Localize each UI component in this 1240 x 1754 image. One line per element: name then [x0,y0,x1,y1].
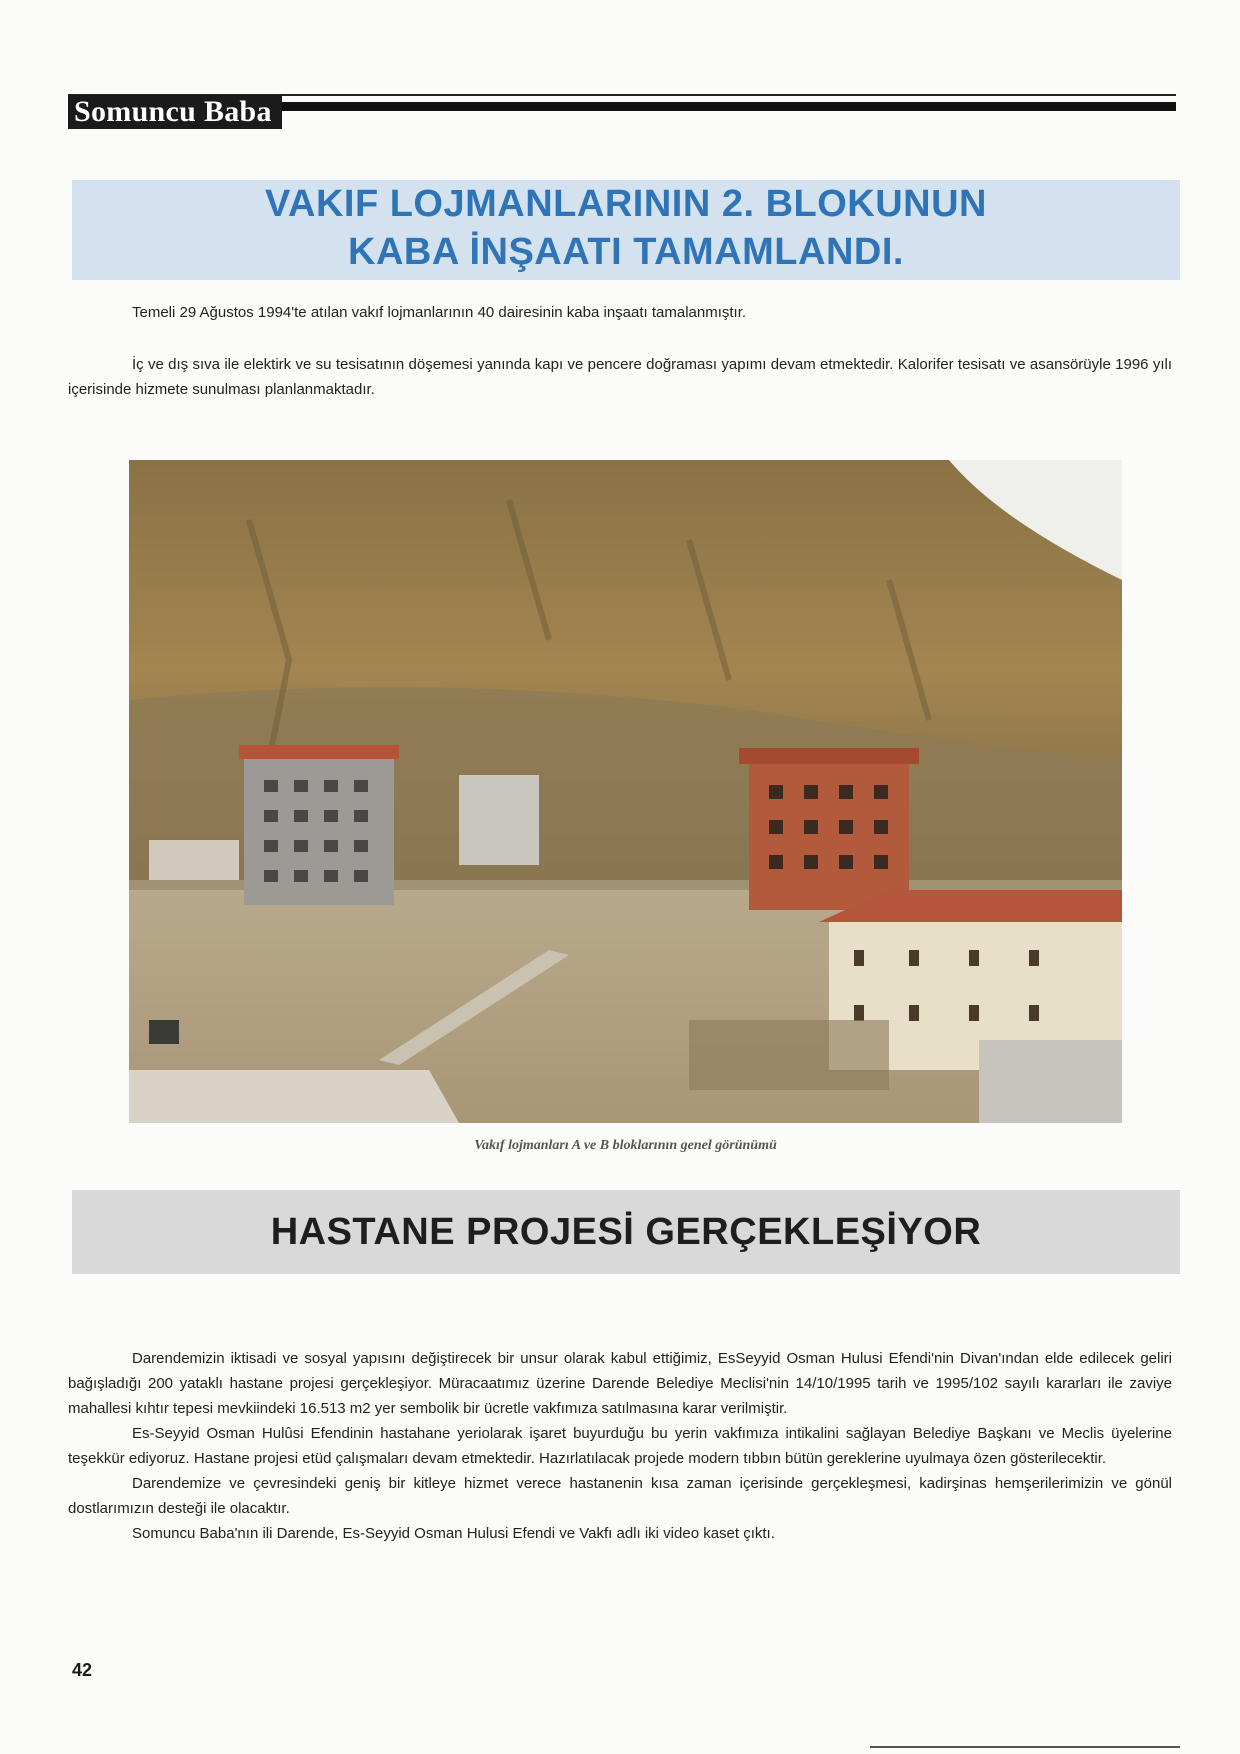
article2-paragraph-3: Darendemize ve çevresindeki geniş bir kitleye hizmet verece hastanenin kısa zaman içerisinde gerçekleşmesi, kadirşinas hemşerilerimizin ve gönül dostlarımızın desteği ile olacaktır. [68,1475,1172,1517]
article2-paragraph-4: Somuncu Baba'nın ili Darende, Es-Seyyid Osman Hulusi Efendi ve Vakfı adlı iki video kaset çıktı. [132,1525,775,1542]
housing-blocks-photo [129,460,1122,1123]
article1-paragraph-1-text: Temeli 29 Ağustos 1994'te atılan vakıf lojmanlarının 40 dairesinin kaba inşaatı tamalanmıştır. [132,304,747,321]
page-number: 42 [72,1660,93,1680]
footer-rule [870,1746,1180,1748]
article1-paragraph-1 [68,300,1172,325]
article2-paragraph-2: Es-Seyyid Osman Hulûsi Efendinin hastahane yeriolarak işaret buyurduğu bu yerin vakfımıza intikalini sağlayan Belediye Başkanı ve Meclis üyelerine teşekkür ediyoruz. Hastane projesi etüd çalışmaları devam etmektedir. Hazırlatılacak projede modern tıbbın bütün gereklerine uyulmaya özen gösterilecektir. [68,1425,1172,1467]
article2-body [68,1346,1172,1546]
masthead: Somuncu Baba [68,95,282,129]
article1-title-band [72,180,1180,280]
article2-title: HASTANE PROJESİ GERÇEKLEŞİYOR [270,1211,982,1253]
article2-paragraph-1: Darendemizin iktisadi ve sosyal yapısını değiştirecek bir unsur olarak kabul ettiğimiz, EsSeyyid Osman Hulusi Efendi'nin Divan'ından elde edilecek geliri bağışladığı 200 yataklı hastane projesi gerçekleşiyor. Müracaatımız üzerine Darende Belediye Meclisi'nin 14/10/1995 tarih ve 1995/102 sayılı kararları ile zaviye mahallesi kıhtır tepesi mevkiindeki 16.513 m2 yer sembolik bir ücretle vakfımıza satılmasına karar verilmiştir. [68,1350,1172,1417]
photo-caption: Vakıf lojmanları A ve B bloklarının genel görünümü [474,1138,777,1153]
article1-paragraph-2-text: İç ve dış sıva ile elektirk ve su tesisatının döşemesi yanında kapı ve pencere doğraması yapımı devam etmektedir. Kalorifer tesisatı ve asansörüyle 1996 yılı içerisinde hizmete sunulması planlanmaktadır. [68,356,1172,398]
article1-title-line2: KABA İNŞAATI TAMAMLANDI. [348,231,904,273]
article1-title-line1: VAKIF LOJMANLARININ 2. BLOKUNUN [264,183,987,225]
article1-paragraph-2 [68,352,1172,402]
article2-title-band [72,1190,1180,1274]
